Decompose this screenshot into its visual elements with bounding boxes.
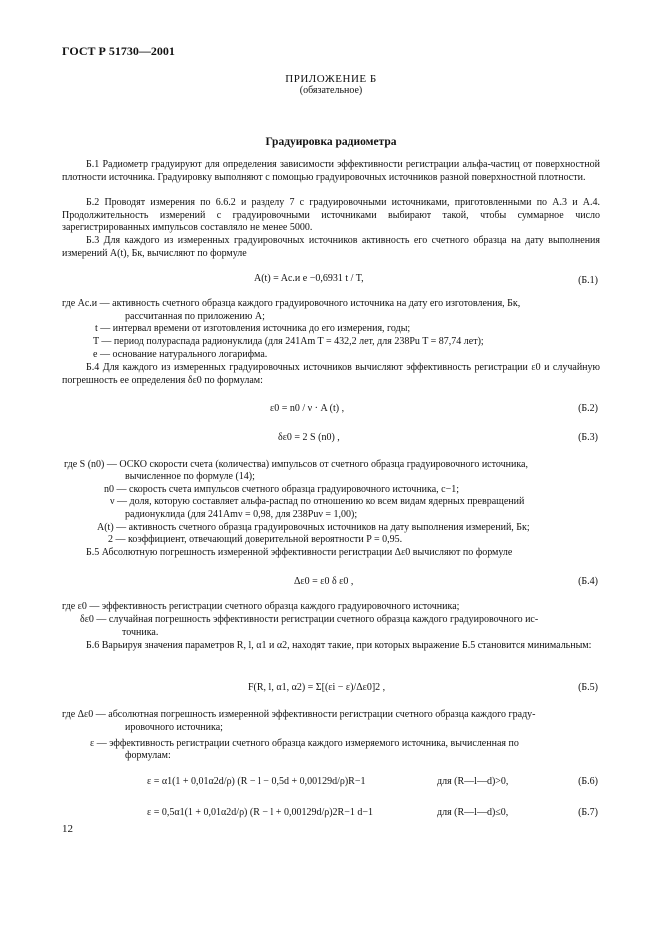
where-line: δε0 — случайная погрешность эффективности регистрации счетного образца каждого градуировочного ис- bbox=[80, 614, 539, 625]
formula-number-b5: (Б.5) bbox=[578, 682, 598, 693]
where-line: где Aс.и — активность счетного образца каждого градуировочного источника на дату его изготовления, Бк, bbox=[62, 298, 521, 309]
where-line: где ε0 — эффективность регистрации счетного образца каждого градуировочного источника; bbox=[62, 601, 460, 612]
formula-b1: A(t) = Aс.и e −0,6931 t / T, bbox=[254, 273, 364, 284]
formula-b2: ε0 = n0 / ν · A (t) , bbox=[270, 403, 345, 414]
paragraph-b4: Б.4 Для каждого из измеренных градуировочных источников вычисляют эффективность регистрации ε0 и случайную погрешность ее определения δε0 по формулам: bbox=[62, 362, 600, 386]
annex-status: (обязательное) bbox=[299, 85, 363, 96]
where-line: формулам: bbox=[125, 750, 171, 761]
formula-condition-b7: для (R—l—d)≤0, bbox=[437, 807, 509, 818]
formula-condition-b6: для (R—l—d)>0, bbox=[437, 776, 509, 787]
where-line: ν — доля, которую составляет альфа-распад по отношению ко всем видам ядерных превращений bbox=[110, 496, 525, 507]
paragraph-b6: Б.6 Варьируя значения параметров R, l, α1 и α2, находят такие, при которых выражение Б.5 становится минимальным: bbox=[86, 640, 592, 651]
paragraph-b5: Б.5 Абсолютную погрешность измеренной эффективности регистрации Δε0 вычисляют по формуле bbox=[86, 547, 513, 558]
where-line: e — основание натурального логарифма. bbox=[93, 349, 268, 360]
where-line: ε — эффективность регистрации счетного образца каждого измеряемого источника, вычисленная по bbox=[90, 738, 519, 749]
where-line: рассчитанная по приложению А; bbox=[125, 311, 265, 322]
section-title: Градуировка радиометра bbox=[265, 136, 397, 148]
page-number: 12 bbox=[62, 823, 73, 835]
standard-header: ГОСТ Р 51730—2001 bbox=[62, 44, 175, 58]
where-line: A(t) — активность счетного образца градуировочных источников на дату выполнения измерений, Бк; bbox=[97, 522, 530, 533]
formula-b3: δε0 = 2 S (n0) , bbox=[278, 432, 340, 443]
where-line: n0 — скорость счета импульсов счетного образца градуировочного источника, с−1; bbox=[104, 484, 460, 495]
where-line: где Δε0 — абсолютная погрешность измеренной эффективности регистрации счетного образца каждого граду- bbox=[62, 709, 536, 720]
where-line: T — период полураспада радионуклида (для 241Am T = 432,2 лет, для 238Pu T = 87,74 лет); bbox=[93, 336, 484, 347]
formula-number-b4: (Б.4) bbox=[578, 576, 598, 587]
formula-b7: ε = 0,5α1(1 + 0,01α2d/ρ) (R − l + 0,00129d/ρ)2R−1 d−1 bbox=[147, 807, 373, 818]
formula-number-b1: (Б.1) bbox=[578, 275, 598, 286]
formula-b6: ε = α1(1 + 0,01α2d/ρ) (R − l − 0,5d + 0,00129d/ρ)R−1 bbox=[147, 776, 366, 787]
where-line: 2 — коэффициент, отвечающий доверительной вероятности P = 0,95. bbox=[108, 534, 403, 545]
formula-number-b7: (Б.7) bbox=[578, 807, 598, 818]
paragraph-b1: Б.1 Радиометр градуируют для определения зависимости эффективности регистрации альфа-частиц от поверхностной плотности источника. Градуировку выполняют с помощью градуировочных источников разной поверхностной плотности. bbox=[62, 159, 600, 183]
where-line: где S (n0) — ОСКО скорости счета (количества) импульсов от счетного образца градуировочного источника, bbox=[64, 459, 528, 470]
paragraph-b3: Б.3 Для каждого из измеренных градуировочных источников активность его счетного образца на дату выполнения измерений A(t), Бк, вычисляют по формуле bbox=[62, 235, 600, 259]
where-line: t — интервал времени от изготовления источника до его измерения, годы; bbox=[95, 323, 411, 334]
where-line: вычисленное по формуле (14); bbox=[125, 471, 255, 482]
where-line: радионуклида (для 241Amν = 0,98, для 238Puν = 1,00); bbox=[125, 509, 358, 520]
formula-number-b2: (Б.2) bbox=[578, 403, 598, 414]
formula-b4: Δε0 = ε0 δ ε0 , bbox=[294, 576, 354, 587]
formula-b5: F(R, l, α1, α2) = Σ[(εi − ε)/Δε0]2 , bbox=[248, 682, 386, 693]
where-line: точника. bbox=[122, 627, 159, 638]
formula-number-b3: (Б.3) bbox=[578, 432, 598, 443]
where-line: ировочного источника; bbox=[125, 722, 223, 733]
annex-title: ПРИЛОЖЕНИЕ Б bbox=[285, 73, 377, 85]
formula-number-b6: (Б.6) bbox=[578, 776, 598, 787]
paragraph-b2: Б.2 Проводят измерения по 6.6.2 и разделу 7 с градуировочными источниками, приготовленными по А.3 и А.4. Продолжительность измерений с градуировочными источниками выбирают такой, чтобы суммарное число зарегистрированных импульсов составляло не менее 5000. bbox=[62, 197, 600, 234]
